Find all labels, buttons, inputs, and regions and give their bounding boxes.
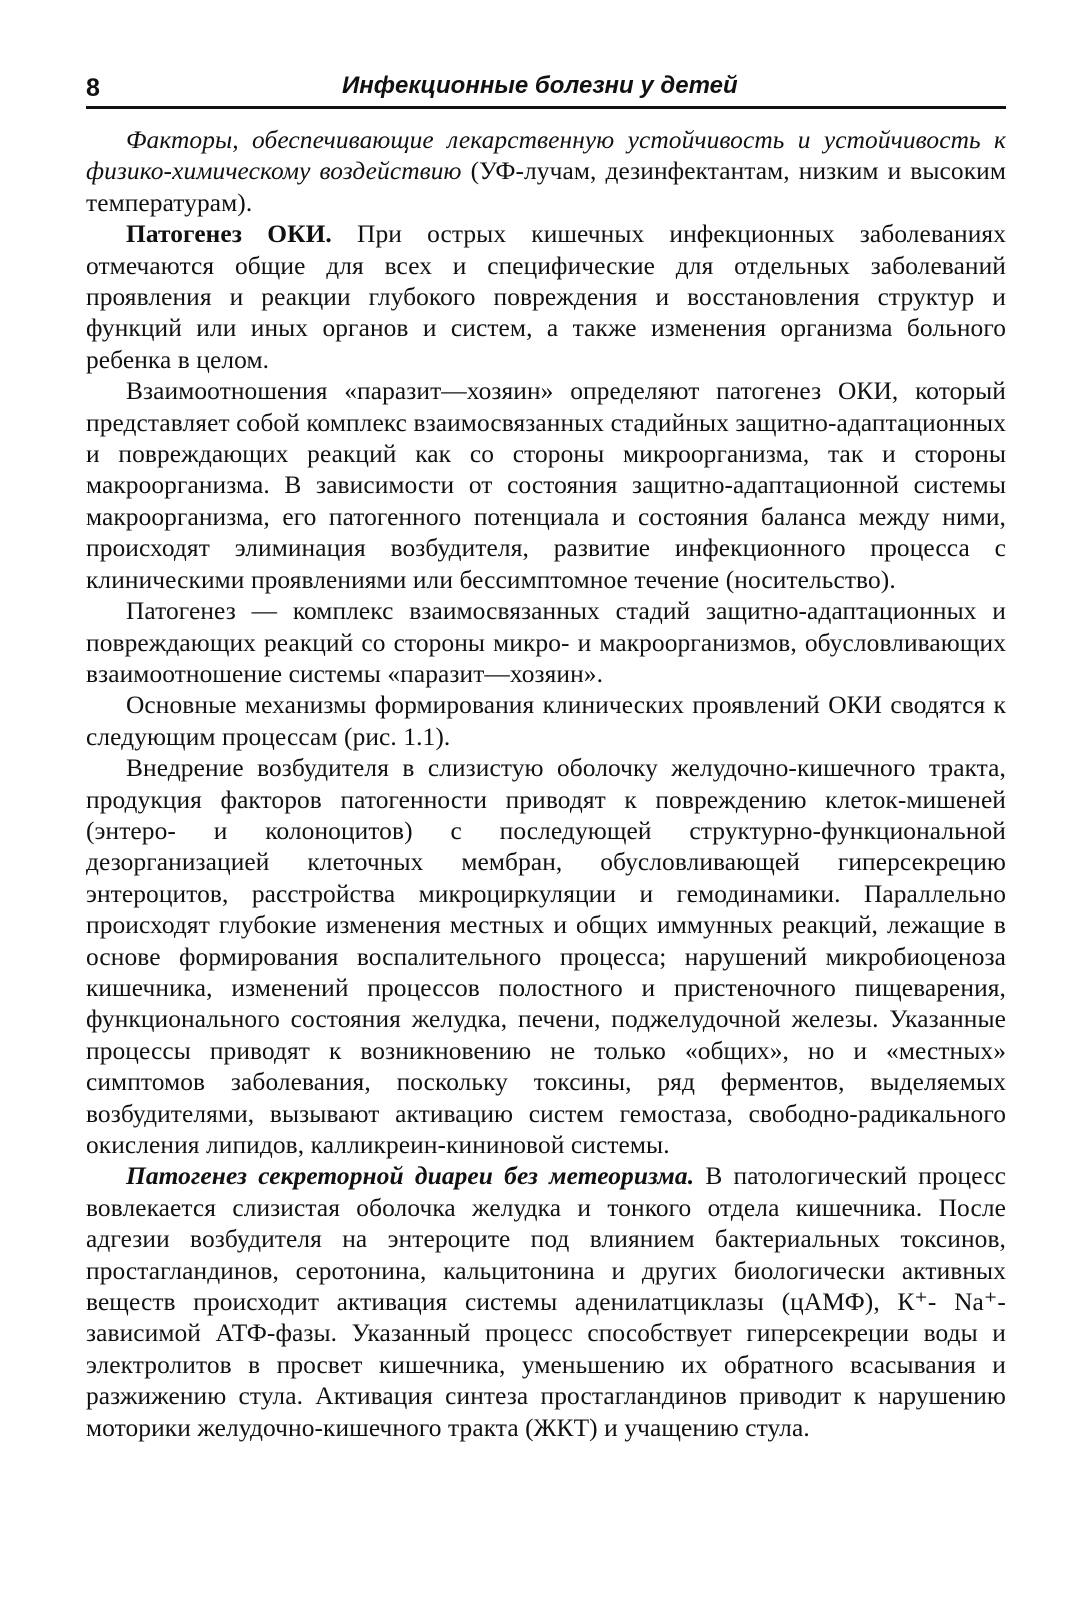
paragraph-text: В патологический процесс вовлекается слизистая оболочка желудка и тонкого отдела кишечника. После адгезии возбудителя на энтероците под влиянием бактериальных токсинов, простагландинов, серотонина, кальцитонина и других биологически активных веществ происходит активация системы аденилатциклазы (цАМФ), К⁺- Na⁺-зависимой АТФ-фазы. Указанный процесс способствует гиперсекреции воды и электролитов в просвет кишечника, уменьшению их обратного всасывания и разжижению стула. Активация синтеза простагландинов приводит к нарушению моторики желудочно-кишечного тракта (ЖКТ) и учащению стула. <box>86 1162 1006 1442</box>
paragraph-text: При острых кишечных инфекционных заболеваниях отмечаются общие для всех и специфические для отдельных заболеваний проявления и реакции глубокого повреждения и восстановления структур и функций или иных органов и систем, а также изменения организма больного ребенка в целом. <box>86 220 1006 374</box>
subsection-heading: Патогенез секреторной диареи без метеоризма. <box>126 1162 695 1191</box>
page-number: 8 <box>86 74 100 102</box>
paragraph-pathogenesis-oki <box>86 219 1006 376</box>
body-text <box>86 125 1006 1444</box>
italic-lead: Факторы, обеспечивающие лекарственную устойчивость и устойчивость к физико-химическому воздействию <box>86 126 1006 186</box>
book-page <box>86 66 1006 1444</box>
section-heading: Патогенез ОКИ. <box>126 220 332 249</box>
paragraph-text: (УФ-лучам, дезинфектантам, низким и высоким температурам). <box>86 157 1006 217</box>
paragraph-secretory-diarrhea <box>86 1161 1006 1444</box>
running-head <box>86 66 1006 106</box>
paragraph-pathogenesis-definition: Патогенез — комплекс взаимосвязанных стадий защитно-адаптационных и повреждающих реакций со стороны микро- и макроорганизмов, обусловливающих взаимоотношение системы «паразит—хозяин». <box>86 597 1006 688</box>
header-rule <box>86 106 1006 109</box>
paragraph-main-mechanisms: Основные механизмы формирования клинических проявлений ОКИ сводятся к следующим процессам (рис. 1.1). <box>86 691 1006 751</box>
paragraph-factors <box>86 125 1006 219</box>
paragraph-pathogen-invasion: Внедрение возбудителя в слизистую оболочку желудочно-кишечного тракта, продукция факторов патогенности приводят к повреждению клеток-мишеней (энтеро- и колоноцитов) с последующей структурно-функциональной дезорганизацией клеточных мембран, обусловливающей гиперсекрецию энтероцитов, расстройства микроциркуляции и гемодинамики. Параллельно происходят глубокие изменения местных и общих иммунных реакций, лежащие в основе формирования воспалительного процесса; нарушений микробиоценоза кишечника, изменений процессов полостного и пристеночного пищеварения, функционального состояния желудка, печени, поджелудочной железы. Указанные процессы приводят к возникновению не только «общих», но и «местных» симптомов заболевания, поскольку токсины, ряд ферментов, выделяемых возбудителями, вызывают активацию систем гемостаза, свободно-радикального окисления липидов, калликреин-кининовой системы. <box>86 754 1006 1159</box>
paragraph-parasite-host: Взаимоотношения «паразит—хозяин» определяют патогенез ОКИ, который представляет собой комплекс взаимосвязанных стадийных защитно-адаптационных и повреждающих реакций как со стороны микроорганизма, так и стороны макроорганизма. В зависимости от состояния защитно-адаптационной системы макроорганизма, его патогенного потенциала и состояния баланса между ними, происходят элиминация возбудителя, развитие инфекционного процесса с клиническими проявлениями или бессимптомное течение (носительство). <box>86 377 1006 594</box>
running-title: Инфекционные болезни у детей <box>342 72 738 99</box>
